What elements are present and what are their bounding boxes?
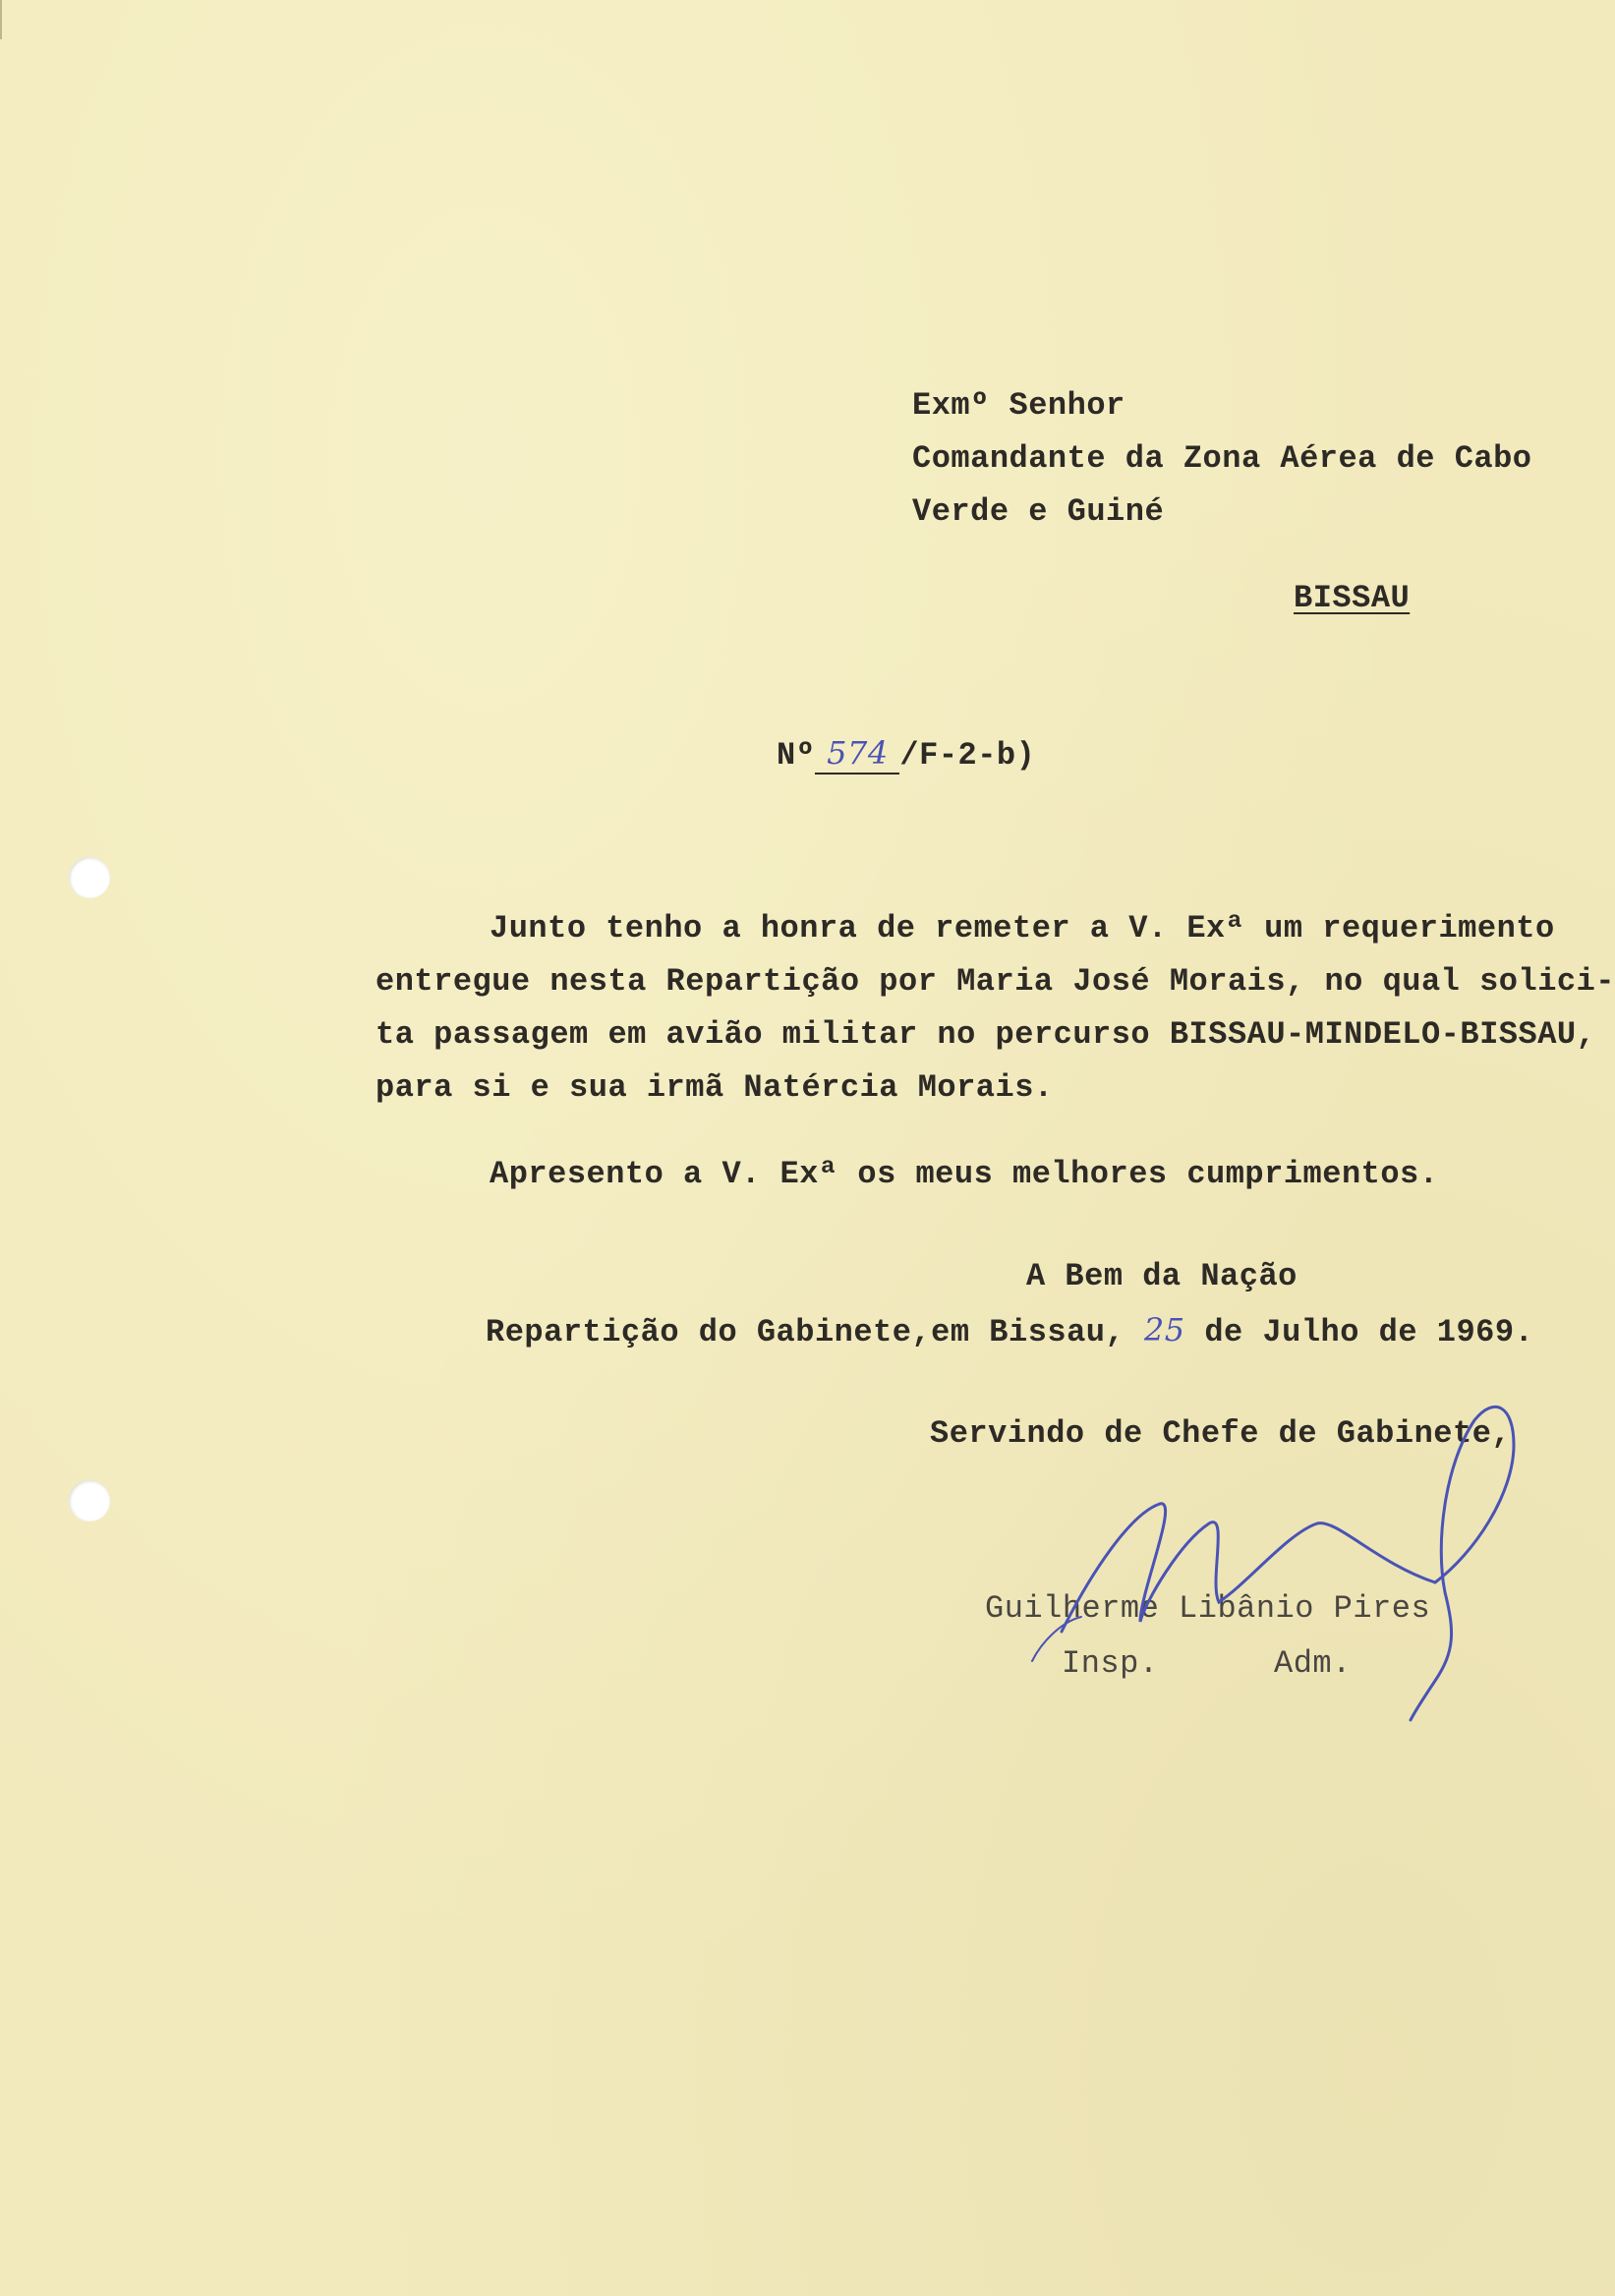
signer-name: Guilherme Libânio Pires (985, 1590, 1431, 1627)
page-corner-mark (0, 0, 26, 39)
reference-suffix: /F-2-b) (899, 737, 1036, 774)
reference-line (777, 734, 1036, 775)
motto: A Bem da Nação (1026, 1258, 1298, 1294)
signer-role: Servindo de Chefe de Gabinete, (930, 1415, 1512, 1452)
reference-number: 574 (815, 737, 899, 775)
signer-title-1: Insp. (1062, 1645, 1159, 1682)
body-line-4: para si e sua irmã Natércia Morais. (375, 1069, 1054, 1106)
punch-hole-bottom (69, 1480, 110, 1521)
body-line-2: entregue nesta Repartição por Maria José Morais, no qual solici- (375, 963, 1615, 1000)
address-salutation: Exmº Senhor (912, 387, 1125, 424)
signer-title-2: Adm. (1274, 1645, 1352, 1682)
address-city: BISSAU (1294, 580, 1411, 616)
body-line-3: ta passagem em avião militar no percurso BISSAU-MINDELO-BISSAU, (375, 1016, 1596, 1053)
address-line-1: Comandante da Zona Aérea de Cabo (912, 440, 1532, 477)
closing-line: Apresento a V. Exª os meus melhores cumprimentos. (490, 1156, 1439, 1192)
address-line-2: Verde e Guiné (912, 493, 1165, 530)
handwritten-signature (1022, 1337, 1533, 1720)
place-date-prefix: Repartição do Gabinete,em Bissau, (486, 1314, 1125, 1350)
place-date-suffix: de Julho de 1969. (1204, 1314, 1534, 1350)
punch-hole-top (69, 857, 110, 898)
date-day: 25 (1143, 1311, 1185, 1349)
body-line-1: Junto tenho a honra de remeter a V. Exª um requerimento (490, 910, 1555, 947)
reference-prefix: Nº (777, 737, 816, 774)
